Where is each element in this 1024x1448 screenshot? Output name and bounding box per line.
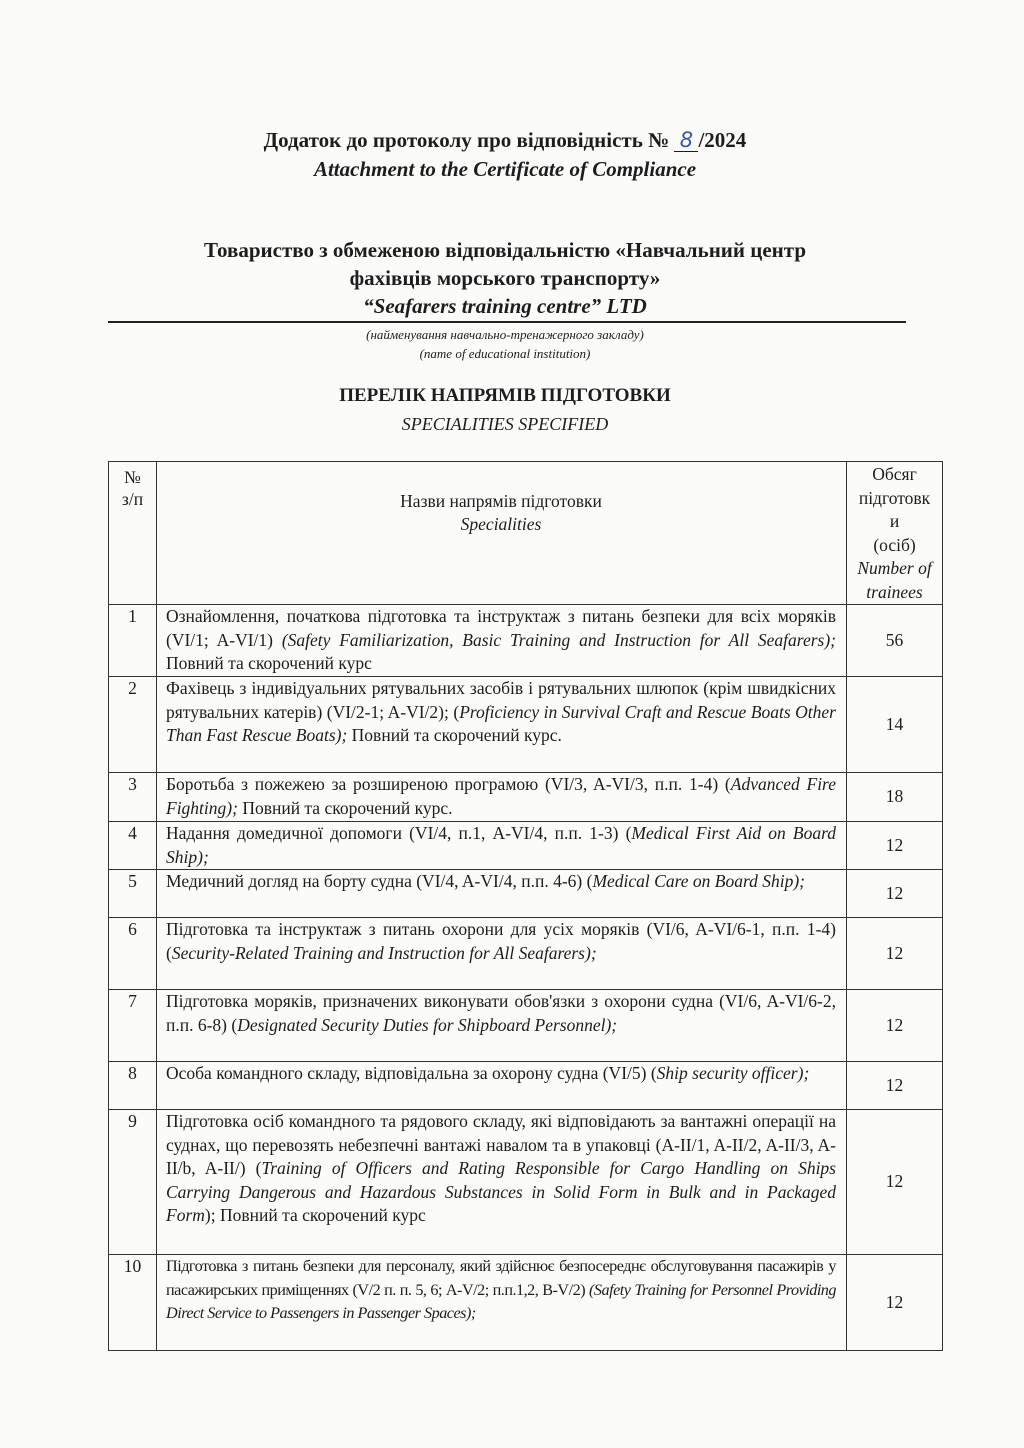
- row-text-ua: Медичний догляд на борту судна (VI/4, A-VI/4, п.п. 4-6) (: [166, 871, 593, 891]
- row-speciality: [157, 773, 847, 822]
- protocol-year: /2024: [698, 128, 747, 152]
- row-text-en: Proficiency in Survival Craft and Rescue Boats Other Than Fast Rescue Boats);: [166, 701, 836, 745]
- row-speciality: [157, 918, 847, 990]
- header-name-en: Specialities: [460, 514, 542, 534]
- row-count: 56: [847, 605, 943, 677]
- organization-caption-ua: (найменування навчально-тренажерного закладу): [366, 327, 644, 342]
- table-header-row: [109, 462, 943, 605]
- header-number-line1: №: [124, 467, 141, 487]
- table-row: [109, 918, 943, 990]
- row-speciality: [157, 1255, 847, 1351]
- organization-name-en: “Seafarers training centre” LTD: [363, 294, 647, 318]
- row-count: 14: [847, 677, 943, 773]
- row-text-en: Designated Security Duties for Shipboard Personnel);: [237, 1014, 618, 1035]
- table-row: [109, 990, 943, 1062]
- organization-underline: [108, 321, 906, 323]
- table-row: [109, 1062, 943, 1110]
- organization-caption-en: (name of educational institution): [419, 346, 591, 361]
- row-text-ua: Особа командного складу, відповідальна за охорону судна (VI/5) (: [166, 1063, 657, 1083]
- row-text-en: Medical Care on Board Ship);: [592, 871, 805, 891]
- row-number: 1: [109, 605, 157, 677]
- row-count: 12: [847, 822, 943, 870]
- row-text-en: Advanced Fire Fighting);: [166, 774, 836, 818]
- row-text-ua: Боротьба з пожежею за розширеною програмою (VI/3, A-VI/3, п.п. 1-4) (: [166, 774, 731, 794]
- row-speciality: [157, 1110, 847, 1255]
- row-speciality: [157, 1062, 847, 1110]
- row-speciality: [157, 605, 847, 677]
- row-number: 3: [109, 773, 157, 822]
- row-count: 12: [847, 1255, 943, 1351]
- row-count: 12: [847, 1110, 943, 1255]
- header-count-line1: Обсяг: [872, 464, 917, 484]
- row-text-en: Security-Related Training and Instruction for All Seafarers);: [171, 942, 597, 963]
- row-text-en: (Safety Training for Personnel Providing Direct Service to Passengers in Passenger Spaces);: [166, 1280, 836, 1322]
- organization-name-line2: фахівців морського транспорту»: [349, 266, 661, 290]
- table-row: [109, 677, 943, 773]
- row-count: 12: [847, 870, 943, 918]
- row-number: 5: [109, 870, 157, 918]
- header-number-line2: з/п: [121, 489, 144, 509]
- header-count-en-line2: trainees: [866, 581, 923, 602]
- row-number: 8: [109, 1062, 157, 1110]
- row-speciality: [157, 990, 847, 1062]
- row-number: 4: [109, 822, 157, 870]
- row-text-ua: Надання домедичної допомоги (VI/4, п.1, A-VI/4, п.п. 1-3) (: [166, 823, 632, 843]
- attachment-title: [0, 128, 1010, 153]
- row-text-ua: Підготовка осіб командного та рядового складу, які відповідають за вантажні операції на суднах, що перевозять небезпечні вантажі навалом та в упаковці (A-II/1, A-II/2, A-II/3, A-II/b, A-II/) (: [166, 1111, 836, 1178]
- table-row: [109, 1255, 943, 1351]
- section-title: ПЕРЕЛІК НАПРЯМІВ ПІДГОТОВКИ: [339, 385, 671, 406]
- row-count: 18: [847, 773, 943, 822]
- row-text-en: Training of Officers and Rating Responsible for Cargo Handling on Ships Carrying Dangerous and Hazardous Substances in Solid Form in Bulk and in Packaged Form: [166, 1158, 836, 1225]
- attachment-title-en: Attachment to the Certificate of Compliance: [313, 157, 697, 181]
- row-number: 7: [109, 990, 157, 1062]
- row-text-tail: Повний та скорочений курс: [166, 653, 372, 673]
- row-speciality: [157, 677, 847, 773]
- organization-name-line1: Товариство з обмеженою відповідальністю «Навчальний центр: [203, 238, 807, 262]
- row-text-ua: Підготовка та інструктаж з питань охорони для усіх моряків (VI/6, A-VI/6-1, п.п. 1-4) (: [166, 919, 836, 963]
- header-count-line3: и: [889, 511, 900, 531]
- header-count: [847, 462, 943, 605]
- table-row: [109, 1110, 943, 1255]
- row-text-ua: Підготовка моряків, призначених виконувати обов'язки з охорони судна (VI/6, A-VI/6-2, п.п. 6-8) (: [166, 991, 836, 1035]
- row-number: 9: [109, 1110, 157, 1255]
- row-text-tail: ); Повний та скорочений курс: [204, 1205, 426, 1225]
- row-speciality: [157, 822, 847, 870]
- table-row: [109, 605, 943, 677]
- row-text-ua: Фахівець з індивідуальних рятувальних засобів і рятувальних шлюпок (крім швидкісних рятувальних катерів) (VI/2-1; A-VI/2); (: [166, 678, 836, 722]
- row-count: 12: [847, 918, 943, 990]
- header-name: [157, 462, 847, 605]
- table-row: [109, 870, 943, 918]
- attachment-title-text: Додаток до протоколу про відповідність №: [263, 128, 670, 152]
- protocol-number: 8: [674, 129, 698, 152]
- header-name-ua: Назви напрямів підготовки: [400, 490, 602, 511]
- row-count: 12: [847, 1062, 943, 1110]
- row-text-ua: Ознайомлення, початкова підготовка та інструктаж з питань безпеки для всіх моряків (VI/1; A-VI/1): [166, 606, 836, 650]
- table-row: [109, 773, 943, 822]
- header-count-line2: підготовк: [858, 487, 931, 508]
- row-text-ua: Підготовка з питань безпеки для персоналу, який здійснює безпосереднє обслуговування пасажирів у пасажирських приміщеннях (V/2 п. п. 5, 6; A-V/2; п.п.1,2, B-V/2): [166, 1257, 836, 1299]
- specialities-table: [108, 461, 943, 1351]
- row-text-tail: Повний та скорочений курс.: [347, 725, 562, 745]
- row-text-en: Medical First Aid on Board Ship);: [166, 823, 836, 867]
- row-number: 10: [109, 1255, 157, 1351]
- header-number: [109, 462, 157, 605]
- header-count-en-line1: Number of: [857, 558, 932, 578]
- section-subtitle: SPECIALITIES SPECIFIED: [401, 414, 609, 434]
- row-number: 2: [109, 677, 157, 773]
- header-count-line4: (осіб): [873, 534, 916, 555]
- table-row: [109, 822, 943, 870]
- row-text-tail: Повний та скорочений курс.: [237, 797, 453, 818]
- row-text-en: Ship security officer);: [656, 1063, 810, 1083]
- row-number: 6: [109, 918, 157, 990]
- row-speciality: [157, 870, 847, 918]
- row-count: 12: [847, 990, 943, 1062]
- row-text-en: (Safety Familiarization, Basic Training and Instruction for All Seafarers);: [281, 629, 836, 650]
